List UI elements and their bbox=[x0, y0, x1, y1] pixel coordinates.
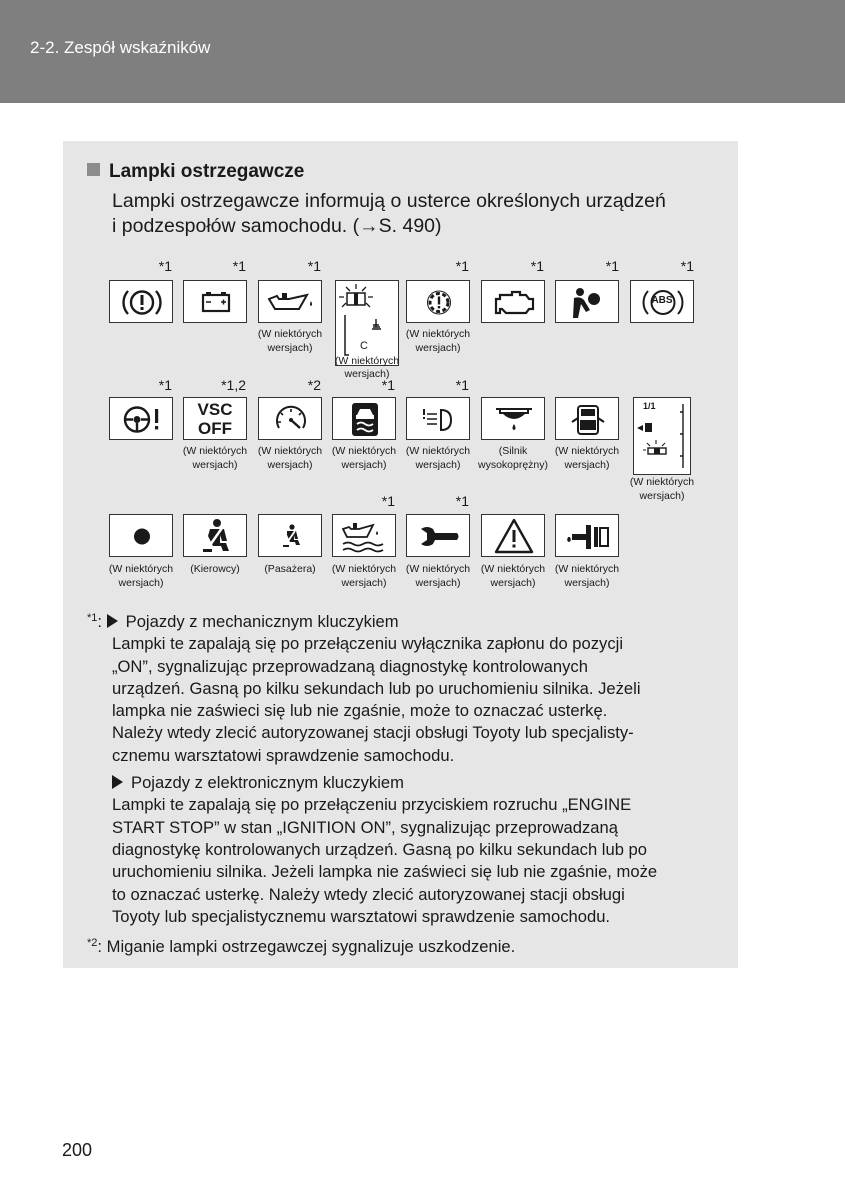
lamp-caption: (W niektórych bbox=[554, 445, 620, 457]
section-heading bbox=[87, 161, 304, 183]
abs-icon bbox=[630, 280, 694, 323]
footnote-mark: *1 bbox=[307, 258, 321, 274]
lamp-caption: (W niektórych bbox=[629, 476, 695, 488]
lamp-caption: wersjach) bbox=[192, 459, 238, 471]
footnote-mark: *1 bbox=[158, 377, 172, 393]
lamp-caption: wersjach) bbox=[564, 577, 610, 589]
lamp-caption: (W niektórych bbox=[405, 563, 471, 575]
footnote-mark: *1 bbox=[455, 258, 469, 274]
footnote-mark: *1 bbox=[158, 258, 172, 274]
master-warning-icon bbox=[481, 514, 545, 557]
lamp-caption: (W niektórych bbox=[334, 355, 400, 367]
text-line: to oznaczać usterkę. Należy wtedy zlecić autoryzowanej stacji obsługi bbox=[112, 884, 625, 904]
low-fuel-icon bbox=[633, 397, 691, 475]
lamp-caption: wersjach) bbox=[415, 459, 461, 471]
vsc-off-icon bbox=[183, 397, 247, 440]
page-header bbox=[0, 0, 845, 103]
power-steering-icon bbox=[109, 397, 173, 440]
text-line: urządzeń. Gasną po kilku sekundach lub po uruchomieniu silnika. Jeżeli bbox=[112, 678, 641, 698]
electronic-key-header bbox=[87, 772, 722, 794]
lamp-caption: (W niektórych bbox=[405, 445, 471, 457]
lamp-caption: (Kierowcy) bbox=[190, 563, 240, 575]
footnote-1-mark: *1 bbox=[87, 612, 98, 624]
sport-mode-gauge-icon bbox=[258, 397, 322, 440]
lamp-caption: wersjach) bbox=[267, 459, 313, 471]
text-line: diagnostykę kontrolowanych urządzeń. Gasną po kilku sekundach lub po bbox=[112, 839, 648, 859]
lamp-caption: (W niektórych bbox=[331, 445, 397, 457]
battery-icon bbox=[183, 280, 247, 323]
fuel-filter-water-icon bbox=[481, 397, 545, 440]
footnote-mark: *1,2 bbox=[221, 377, 246, 393]
lamp-caption: (W niektórych bbox=[331, 563, 397, 575]
text-line: „ON”, sygnalizując przeprowadzaną diagnostykę kontrolowanych bbox=[112, 656, 588, 676]
triangle-bullet-icon bbox=[112, 775, 123, 789]
lamp-caption: wersjach) bbox=[564, 459, 610, 471]
passenger-seatbelt-icon bbox=[258, 514, 322, 557]
text-line: Należy wtedy zlecić autoryzowanej stacji obsługi Toyoty lub specjalisty- bbox=[112, 723, 634, 743]
brake-warning-icon bbox=[109, 280, 173, 323]
footnote-mark: *1 bbox=[605, 258, 619, 274]
footnote-2: $^{*2}$: Miganie lampki ostrzegawczej sygnalizuje uszkodzenie. bbox=[87, 937, 516, 957]
airbag-icon bbox=[555, 280, 619, 323]
footnote-mark: *1 bbox=[455, 377, 469, 393]
off-label: OFF bbox=[198, 419, 232, 438]
footnote-2-text: Miganie lampki ostrzegawczej sygnalizuje uszkodzenie. bbox=[106, 937, 516, 957]
footnote-1-header: $^{*1}$: Pojazdy z mechanicznym kluczykiem bbox=[87, 612, 399, 631]
warning-lights-panel bbox=[63, 141, 738, 968]
transmission-warning-icon bbox=[406, 280, 470, 323]
mechanical-key-title: Pojazdy z mechanicznym kluczykiem bbox=[125, 612, 399, 631]
lamp-caption: wersjach) bbox=[118, 577, 164, 589]
abs-label: ABS bbox=[651, 295, 673, 306]
lamp-caption: wersjach) bbox=[415, 342, 461, 354]
maintenance-wrench-icon bbox=[406, 514, 470, 557]
water-in-fuel-icon bbox=[555, 514, 619, 557]
lamp-caption: (Pasażera) bbox=[264, 563, 316, 575]
text-line: lampka nie zaświeci się lub nie zgaśnie, może to oznaczać usterkę. bbox=[112, 701, 608, 721]
lamp-caption: (W niektórych bbox=[480, 563, 546, 575]
text-line: START STOP” w stan „IGNITION ON”, sygnalizując przeprowadzaną bbox=[112, 817, 618, 837]
lamp-caption: (W niektórych bbox=[257, 328, 323, 340]
lamp-caption: (W niektórych bbox=[108, 563, 174, 575]
coolant-letter: C bbox=[360, 340, 368, 352]
low-engine-oil-level-icon bbox=[332, 514, 396, 557]
headlight-warning-icon bbox=[406, 397, 470, 440]
lamp-caption: wersjach) bbox=[267, 342, 313, 354]
lamp-caption: wersjach) bbox=[415, 577, 461, 589]
lamp-caption: (W niektórych bbox=[257, 445, 323, 457]
lamp-caption: wersjach) bbox=[639, 490, 685, 502]
electronic-key-title: Pojazdy z elektronicznym kluczykiem bbox=[131, 773, 404, 793]
indicator-dot-icon bbox=[109, 514, 173, 557]
text-line: Toyoty lub specjalistycznemu warsztatowi sprawdzenie samochodu. bbox=[112, 906, 611, 926]
vsc-label: VSC bbox=[197, 400, 233, 419]
check-engine-icon bbox=[481, 280, 545, 323]
oil-pressure-icon bbox=[258, 280, 322, 323]
page-number: 200 bbox=[62, 1140, 93, 1160]
triangle-bullet-icon bbox=[107, 614, 118, 628]
lamp-caption: wersjach) bbox=[341, 459, 387, 471]
lamp-caption: wersjach) bbox=[341, 577, 387, 589]
lamp-caption: wysokoprężny) bbox=[477, 459, 549, 471]
lamp-caption: (Silnik bbox=[498, 445, 528, 457]
open-door-icon bbox=[555, 397, 619, 440]
lamp-caption: (W niektórych bbox=[405, 328, 471, 340]
text-line: Lampki te zapalają się po przełączeniu wyłącznika zapłonu do pozycji bbox=[112, 634, 624, 654]
mechanical-key-text bbox=[87, 633, 722, 767]
footnote-mark: *1 bbox=[381, 493, 395, 509]
lamp-caption: (W niektórych bbox=[554, 563, 620, 575]
lamp-caption: (W niektórych bbox=[182, 445, 248, 457]
slip-indicator-icon bbox=[332, 397, 396, 440]
footnote-mark: *1 bbox=[232, 258, 246, 274]
text-line: Lampki te zapalają się po przełączeniu przyciskiem rozruchu „ENGINE bbox=[112, 795, 632, 815]
footnote-2-mark: *2 bbox=[87, 937, 98, 950]
electronic-key-text bbox=[87, 794, 722, 928]
footnotes bbox=[87, 607, 722, 958]
intro-line: i podzespołów samochodu. (→S. 490) bbox=[112, 215, 442, 237]
square-bullet-icon bbox=[87, 163, 100, 176]
footnote-mark: *1 bbox=[455, 493, 469, 509]
footnote-mark: *1 bbox=[381, 377, 395, 393]
lamp-caption: wersjach) bbox=[490, 577, 536, 589]
text-line: uruchomieniu silnika. Jeżeli lampka nie zaświeci się lub nie zgaśnie, może bbox=[112, 862, 658, 882]
footnote-mark: *2 bbox=[307, 377, 321, 393]
fuel-fraction: 1/1 bbox=[643, 401, 656, 411]
text-line: cznemu warsztatowi sprawdzenie samochodu. bbox=[112, 745, 455, 765]
lamp-caption: wersjach) bbox=[344, 368, 390, 380]
footnote-mark: *1 bbox=[680, 258, 694, 274]
intro-line: Lampki ostrzegawcze informują o usterce określonych urządzeń bbox=[112, 190, 666, 212]
intro-text bbox=[112, 189, 722, 239]
footnote-mark: *1 bbox=[530, 258, 544, 274]
driver-seatbelt-icon bbox=[183, 514, 247, 557]
chapter-title: 2-2. Zespół wskaźników bbox=[30, 38, 211, 57]
section-title: Lampki ostrzegawcze bbox=[109, 161, 305, 182]
